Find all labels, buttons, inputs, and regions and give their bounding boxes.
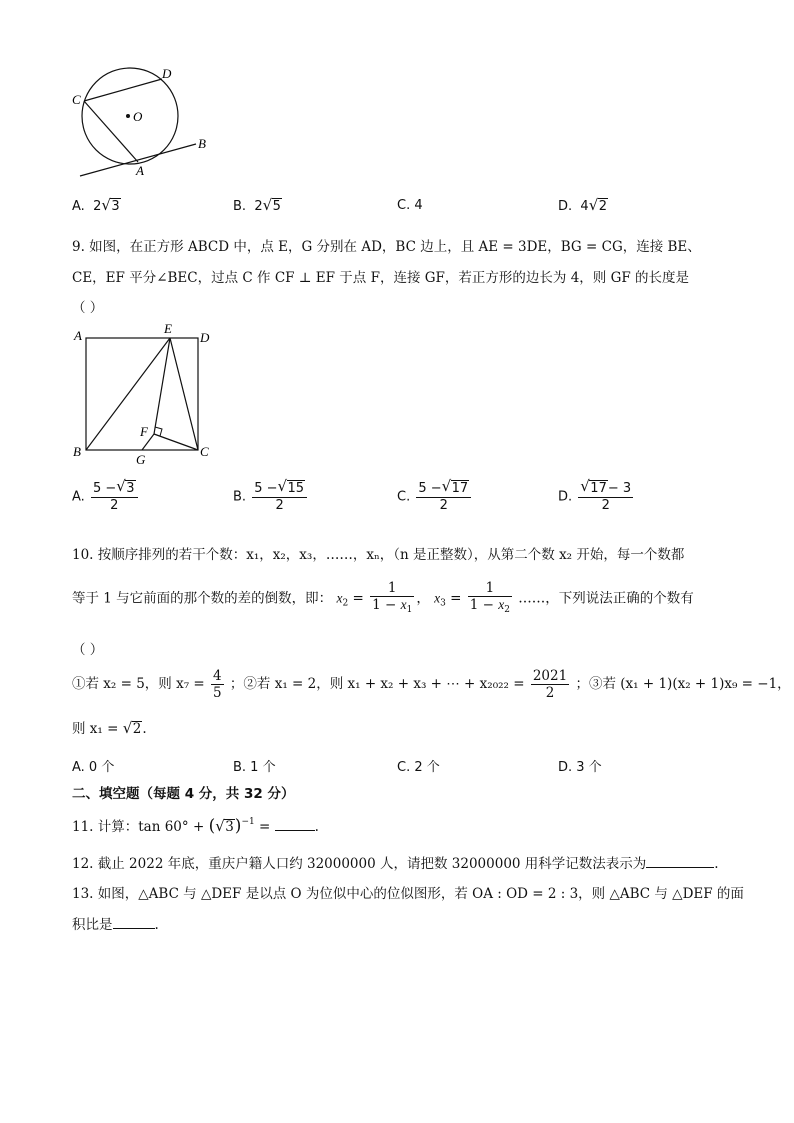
q11-answer-blank[interactable]	[275, 830, 315, 831]
q9-option-d[interactable]: D. √ 17− 3 2	[558, 477, 632, 513]
q8-option-d[interactable]: D. 4 √ 2	[558, 196, 607, 214]
label-a: A	[136, 163, 144, 178]
label-c: C	[200, 444, 209, 459]
label-d: D	[200, 330, 210, 345]
label-g: G	[136, 452, 146, 467]
q13-line-2: 积比是 .	[72, 917, 159, 933]
section-2-title: 二、填空题（每题 4 分，共 32 分）	[72, 786, 295, 802]
q9-option-b[interactable]: B. 5 − √ 15 2	[233, 480, 309, 514]
q10-statements: ①若 x₂ = 5，则 x₇ = $\frac{4}{5}$ ；②若 x₁ = 2，则 x₁ + x₂ + x₃ + ⋯ + x₂₀₂₂ = $\frac{2021}{2}$ ；③若 (x₁ + 1)(x₂ + 1)x₉ = −1，	[72, 668, 791, 701]
q10-line-2: 等于 1 与它前面的那个数的差的倒数，即： $x_2$ = $\frac{1}{1 - x_1}$ ， $x_3$ = $\frac{1}{1 - x_2}$ ……，下列说法正确的个数有	[72, 580, 694, 615]
segment-ce	[170, 338, 198, 450]
q9-option-a[interactable]: A. 5 − √ 3 2	[72, 480, 140, 514]
square-figure	[70, 320, 220, 468]
label-a: A	[74, 328, 82, 343]
q9-option-c[interactable]: C. 5 − √ 17 2	[397, 480, 473, 514]
q11: 11. 计算：tan 60° + ( √ 3)$^{-1}$ = .	[72, 816, 319, 836]
chord-ca	[84, 101, 138, 162]
label-c: C	[72, 92, 81, 107]
q13-answer-blank[interactable]	[113, 928, 155, 929]
q8-option-b[interactable]: B. 2 √ 5	[233, 196, 281, 214]
q10-line-3: （ ）	[72, 642, 104, 658]
q9-line-3: （ ）	[72, 300, 104, 316]
label-b: B	[73, 444, 81, 459]
center-point	[126, 114, 130, 118]
segment-fc	[154, 434, 198, 450]
label-d: D	[162, 66, 172, 81]
q10-option-a[interactable]: A. 0 个	[72, 760, 115, 775]
q10-option-d[interactable]: D. 3 个	[558, 760, 602, 775]
q9-line-2: CE，EF 平分∠BEC，过点 C 作 CF ⊥ EF 于点 F，连接 GF，若正方形的边长为 4，则 GF 的长度是	[72, 270, 690, 286]
q12: 12. 截止 2022 年底，重庆户籍人口约 32000000 人，请把数 32000000 用科学记数法表示为 .	[72, 856, 719, 872]
q10-line-5: 则 x₁ = √ 2.	[72, 719, 147, 737]
q12-answer-blank[interactable]	[646, 867, 714, 868]
label-b: B	[198, 136, 206, 151]
q10-option-b[interactable]: B. 1 个	[233, 760, 276, 775]
q8-option-c[interactable]: C. 4	[397, 198, 423, 213]
circle-tangent-figure	[62, 58, 222, 183]
q10-option-c[interactable]: C. 2 个	[397, 760, 440, 775]
label-o: O	[133, 109, 143, 124]
label-f: F	[140, 424, 148, 439]
q8-option-a[interactable]: A. 2 √ 3	[72, 196, 120, 214]
label-e: E	[164, 321, 172, 336]
q10-line-1: 10. 按顺序排列的若干个数：x₁，x₂，x₃，……，xₙ，（n 是正整数），从第二个数 x₂ 开始，每一个数都	[72, 547, 685, 563]
segment-be	[86, 338, 170, 450]
q13-line-1: 13. 如图，△ABC 与 △DEF 是以点 O 为位似中心的位似图形，若 OA : OD = 2 : 3，则 △ABC 与 △DEF 的面	[72, 886, 744, 902]
segment-ef	[154, 338, 170, 434]
q9-line-1: 9. 如图，在正方形 ABCD 中，点 E，G 分别在 AD，BC 边上，且 AE = 3DE，BG = CG，连接 BE、	[72, 239, 701, 255]
